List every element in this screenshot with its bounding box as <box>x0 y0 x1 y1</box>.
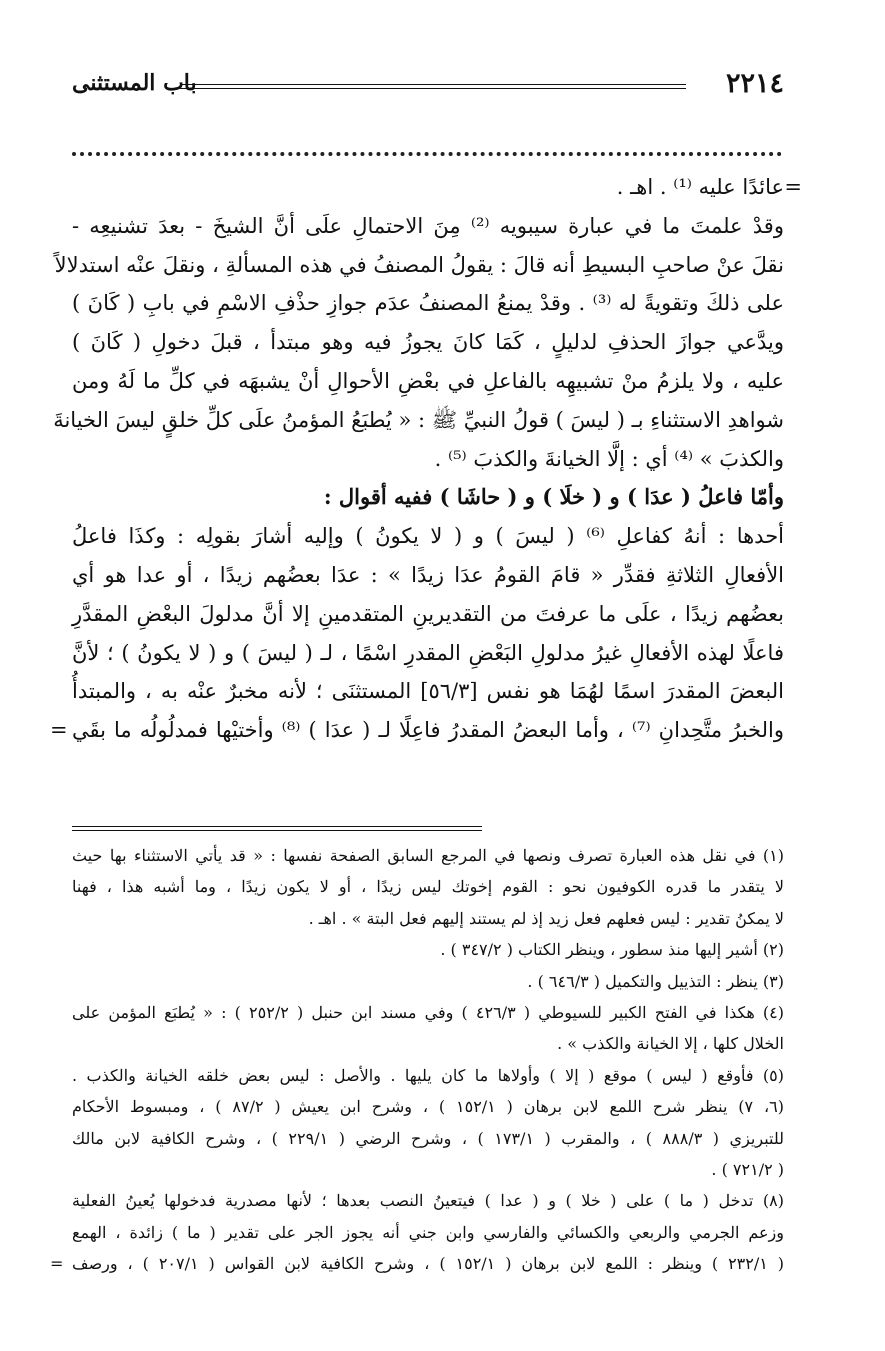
main-line-text: شواهدِ الاستثناءِ بـ ( ليسَ ) قولُ النبيِّ ﷺ : « يُطبَعُ المؤمنُ علَى كلِّ خلقٍ ليسَ الخيانةَ <box>53 407 784 432</box>
main-text <box>50 168 802 750</box>
main-line-text: البعضَ المقدرَ اسمًا لهُمَا هو نفس [٥٦/٣] المستثنَى ؛ لأنه مخبرٌ عنْه به ، والمبتدأُ <box>72 679 784 704</box>
footnote-line <box>72 1154 784 1185</box>
main-line-text: بعضُهم زيدًا ، علَى ما عرفتَ من التقديرينِ المتقدمينِ إلا أنَّ مدلولَ البعْضِ المقدَّرِ <box>72 601 784 626</box>
footnote-line-text: الخلال كلها ، إلا الخيانة والكذب » . <box>557 1034 784 1054</box>
footnote-separator <box>72 826 482 831</box>
footnotes <box>50 840 785 1279</box>
footnote-line-text: لا يمكنُ تقدير : ليس فعلهم فعل زيد إذ لم يستند إليهم فعل البتة » . اهـ . <box>308 908 784 928</box>
main-line <box>72 323 784 362</box>
main-line-text: عائدًا عليه ⁽¹⁾ . اهـ . <box>616 175 784 199</box>
footnote-line <box>72 1123 784 1154</box>
main-line <box>72 284 784 323</box>
main-line <box>72 595 784 634</box>
footnote-line-text: (٤) هكذا في الفتح الكبير للسيوطي ( ٤٢٦/٣ ) وفي مسند ابن حنبل ( ٢٥٢/٢ ) : « يُطبَع المؤمن على <box>72 1002 785 1022</box>
page-number: ٢٢١٤ <box>725 68 784 99</box>
main-line-text: على ذلكَ وتقويةً له ⁽³⁾ . وقدْ يمنعُ المصنفُ عدَم جوازِ حذْفِ الاسْمِ في بابِ ( كَانَ ) <box>72 291 784 316</box>
main-line <box>72 556 784 595</box>
footnote-line <box>72 1060 784 1091</box>
main-line-text: الأفعالِ الثلاثةِ فقدِّر « قامَ القومُ عدَا زيدًا » : عدَا بعضُهم زيدًا ، أو عدا هو أي <box>72 562 784 587</box>
page-header <box>72 62 784 112</box>
main-line <box>72 440 784 479</box>
footnote-line <box>72 934 784 965</box>
continuation-mark: = <box>50 718 68 743</box>
footnote-line <box>72 1028 784 1059</box>
continuation-mark: = <box>50 1254 64 1274</box>
main-line <box>72 168 802 207</box>
dotted-separator <box>72 140 782 156</box>
footnote-line <box>72 1091 784 1122</box>
footnote-line-text: (٨) تدخل ( ما ) على ( خلا ) و ( عدا ) فيتعينُ النصب بعدها ؛ لأنها مصدرية فدخولها يُعينُ الفعلية <box>72 1191 784 1211</box>
main-line-text: وأمّا فاعلُ ( عدَا ) و ( خلَا ) و ( حاشَا ) ففيه أقوال : <box>323 484 784 510</box>
main-line-text: والكذبَ » ⁽⁴⁾ أي : إلَّا الخيانةَ والكذبَ ⁽⁵⁾ . <box>434 446 784 471</box>
footnote-line <box>50 1248 785 1279</box>
main-line-text: والخبرُ متَّحِدانِ ⁽⁷⁾ ، وأما البعضُ المقدرُ فاعِلًا لـ ( عدَا ) ⁽⁸⁾ وأختيْها فمدلُولُه ما بقَي <box>72 718 784 743</box>
footnote-line-text: (٢) أشير إليها منذ سطور ، وينظر الكتاب ( ٣٤٧/٢ ) . <box>440 940 784 960</box>
main-line-text: ويدَّعي جوازَ الحذفِ لدليلٍ ، كَمَا كانَ يجوزُ فيه وهو مبتدأ ، قبلَ دخولِ ( كَانَ ) <box>72 330 784 355</box>
footnote-line <box>72 1185 784 1216</box>
footnote-line-text: ( ٢٣٢/١ ) وينظر : اللمع لابن برهان ( ١٥٢/١ ) ، وشرح الكافية لابن القواس ( ٢٠٧/١ ) ، ورصف <box>72 1254 785 1274</box>
footnote-line-text: للتبريزي ( ٨٨٨/٣ ) ، والمقرب ( ١٧٣/١ ) ، وشرح الرضي ( ٢٢٩/١ ) ، وشرح الكافية لابن مالك <box>72 1128 785 1148</box>
footnote-line <box>72 997 784 1028</box>
main-line <box>50 711 784 750</box>
main-line <box>72 478 784 517</box>
continuation-mark: = <box>784 175 802 199</box>
main-line-text: وقدْ علمتَ ما في عبارة سيبويه ⁽²⁾ مِنَ الاحتمالِ علَى أنَّ الشيخَ - بعدَ تشنيعِه - <box>72 213 784 238</box>
main-line <box>72 362 784 401</box>
main-line-text: فاعلًا لهذه الأفعالِ غيرُ مدلولِ البَعْضِ المقدرِ اسْمًا ، لـ ( ليسَ ) و ( لا يكونُ ) ؛ لأنَّ <box>72 640 784 665</box>
footnote-line <box>72 871 784 902</box>
footnote-line-text: لا يتقدر ما قدره الكوفيون نحو : القوم إخوتك ليس زيدًا ، أو لا يكون زيدًا ، وما أشبه هذا ، فهنا <box>72 877 785 897</box>
main-line <box>72 672 784 711</box>
main-line <box>53 401 784 440</box>
main-line <box>72 634 784 673</box>
main-line <box>72 517 784 556</box>
footnote-line-text: ( ٧٢١/٢ ) . <box>711 1159 784 1179</box>
chapter-title: باب المستثنى <box>72 70 197 96</box>
main-line <box>72 207 784 246</box>
main-line-text: أحدها : أنهُ كفاعلِ ⁽⁶⁾ ( ليسَ ) و ( لا يكونُ ) وإليه أشارَ بقولِه : وكذَا فاعلُ <box>72 524 785 549</box>
footnote-line <box>72 966 784 997</box>
footnote-line-text: (٥) فأوقع ( ليس ) موقع ( إلا ) وأولاها ما كان يليها . والأصل : ليس بعض خلقه الخيانة والكذب . <box>72 1065 784 1085</box>
main-line-text: عليه ، ولا يلزمُ منْ تشبيهِه بالفاعلِ في بعْضِ الأحوالِ أنْ يشبهَه في كلِّ ما لَهُ ومن <box>72 368 784 393</box>
footnote-line-text: (٣) ينظر : التذييل والتكميل ( ٦٤٦/٣ ) . <box>527 971 784 991</box>
main-line-text: نقلَ عنْ صاحبِ البسيطِ أنه قالَ : يقولُ المصنفُ في هذه المسألةِ ، ونقلَ عنْه استدلالاً <box>54 252 784 277</box>
main-line <box>54 246 784 285</box>
footnote-line-text: (٦، ٧) ينظر شرح اللمع لابن برهان ( ١٥٢/١ ) ، وشرح ابن يعيش ( ٨٧/٢ ) ، ومبسوط الأحكام <box>72 1097 785 1117</box>
footnote-line-text: (١) في نقل هذه العبارة تصرف ونصها في المرجع السابق الصفحة نفسها : « قد يأتي الاستثناء بها حيث <box>72 846 784 865</box>
footnote-line-text: وزعم الجرمي والربعي والكسائي والفارسي وابن جني أنه يجوز الجر على تقدير ( ما ) زائدة ، الهمع <box>72 1222 784 1242</box>
header-double-rule <box>180 84 686 89</box>
footnote-line <box>72 1217 784 1248</box>
footnote-line <box>72 840 784 871</box>
footnote-line <box>72 903 784 934</box>
